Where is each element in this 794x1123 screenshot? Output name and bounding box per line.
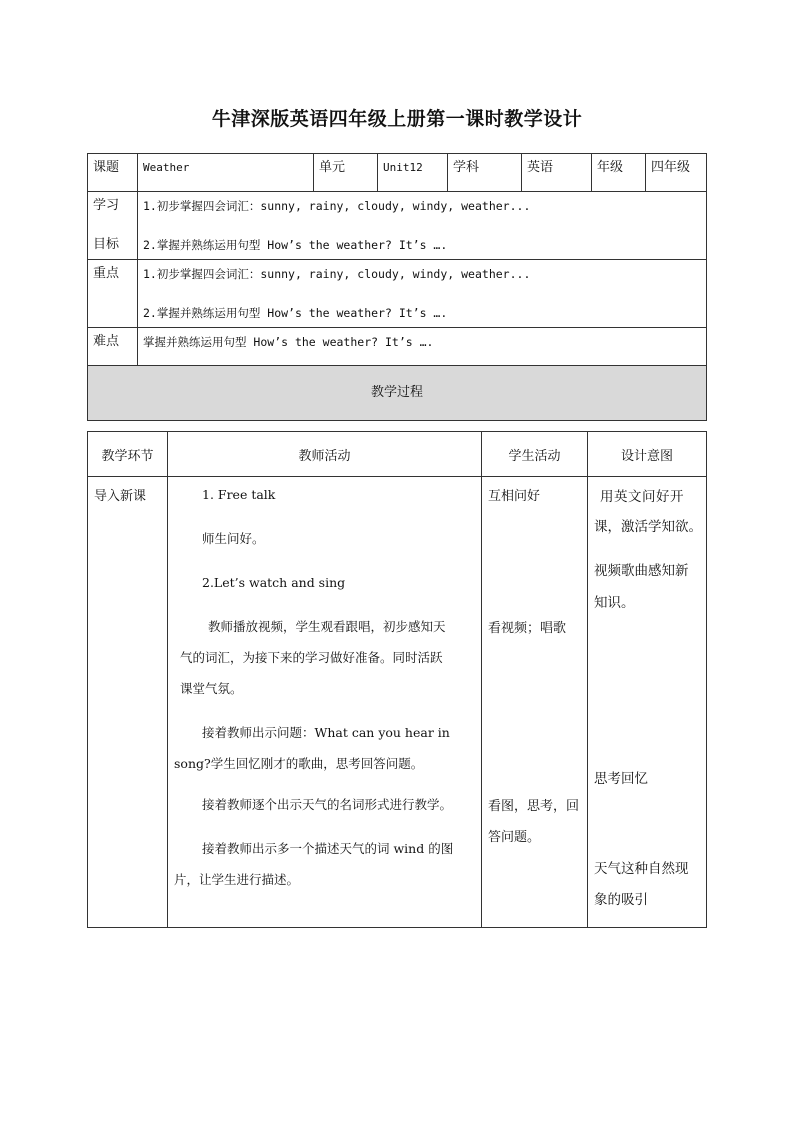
teacher-step-2-detail-1: 教师播放视频，学生观看跟唱，初步感知天 (208, 619, 446, 634)
teacher-step-2-detail-3: 课堂气氛。 (180, 681, 243, 696)
header-student: 学生活动 (482, 432, 588, 477)
student-think-1: 看图，思考，回 (488, 799, 580, 814)
intent-greeting-2: 课，激活学知欲。 (594, 519, 702, 535)
goal-1: 1.初步掌握四会词汇：sunny, rainy, cloudy, windy, weather... (143, 199, 531, 213)
subject-label: 学科 (448, 154, 522, 192)
teacher-step-2-detail-2: 气的词汇，为接下来的学习做好准备。同时活跃 (180, 650, 443, 665)
teacher-step-2: 2.Let’s watch and sing (202, 575, 346, 590)
topic-label: 课题 (88, 154, 138, 192)
teacher-step-1-detail: 师生问好。 (202, 531, 265, 546)
intent-recall: 思考回忆 (594, 771, 648, 787)
student-watch-sing: 看视频；唱歌 (488, 621, 567, 636)
teacher-activity (174, 479, 476, 895)
teacher-question-1: 接着教师出示问题：What can you hear in (202, 725, 450, 740)
process-row (88, 477, 707, 928)
teacher-wind-1: 接着教师出示多一个描述天气的词 wind 的图 (202, 841, 454, 856)
header-stage: 教学环节 (88, 432, 168, 477)
difficulty-label: 难点 (88, 328, 138, 366)
intent-video-1: 视频歌曲感知新 (594, 563, 689, 579)
teacher-step-1: 1. Free talk (202, 487, 276, 502)
topic-value: Weather (138, 154, 314, 192)
student-think-2: 答问题。 (488, 830, 541, 845)
teacher-noun-teaching: 接着教师逐个出示天气的名词形式进行教学。 (202, 797, 453, 812)
unit-value: Unit12 (378, 154, 448, 192)
grade-value: 四年级 (646, 154, 707, 192)
intent-video-2: 知识。 (594, 595, 635, 611)
intent-nature-2: 象的吸引 (594, 892, 648, 908)
stage-value: 导入新课 (94, 489, 147, 504)
goals-label-line-2: 目标 (93, 237, 120, 252)
intent-nature-1: 天气这种自然现 (594, 861, 689, 877)
subject-value: 英语 (522, 154, 592, 192)
teacher-wind-2: 片，让学生进行描述。 (174, 872, 300, 887)
key-2: 2.掌握并熟练运用句型 How’s the weather? It’s …. (143, 306, 448, 320)
key-points-row (88, 260, 707, 328)
process-header-row (88, 432, 707, 477)
difficulty-row (88, 328, 707, 366)
topic-row (88, 154, 707, 192)
goals-label-line-1: 学习 (93, 198, 120, 213)
goals-content (138, 192, 707, 260)
stage-cell (88, 477, 168, 928)
process-table (87, 431, 707, 928)
intent-cell (588, 477, 707, 928)
key-label: 重点 (88, 260, 138, 328)
header-teacher: 教师活动 (168, 432, 482, 477)
goals-row (88, 192, 707, 260)
goals-label (88, 192, 138, 260)
student-greet: 互相问好 (488, 489, 541, 504)
intent-greeting-1: 用英文问好开 (600, 489, 684, 505)
student-activity-cell (482, 477, 588, 928)
key-content (138, 260, 707, 328)
page-title: 牛津深版英语四年级上册第一课时教学设计 (211, 108, 583, 130)
process-banner-row (88, 366, 707, 421)
goal-2: 2.掌握并熟练运用句型 How’s the weather? It’s …. (143, 238, 448, 252)
process-banner: 教学过程 (88, 366, 707, 421)
lesson-info-table (87, 153, 707, 421)
grade-label: 年级 (592, 154, 646, 192)
teacher-activity-cell (168, 477, 482, 928)
difficulty-content: 掌握并熟练运用句型 How’s the weather? It’s …. (138, 328, 707, 366)
unit-label: 单元 (314, 154, 378, 192)
teacher-question-2: song?学生回忆刚才的歌曲，思考回答问题。 (174, 756, 424, 771)
key-1: 1.初步掌握四会词汇：sunny, rainy, cloudy, windy, weather... (143, 267, 531, 281)
header-intent: 设计意图 (588, 432, 707, 477)
